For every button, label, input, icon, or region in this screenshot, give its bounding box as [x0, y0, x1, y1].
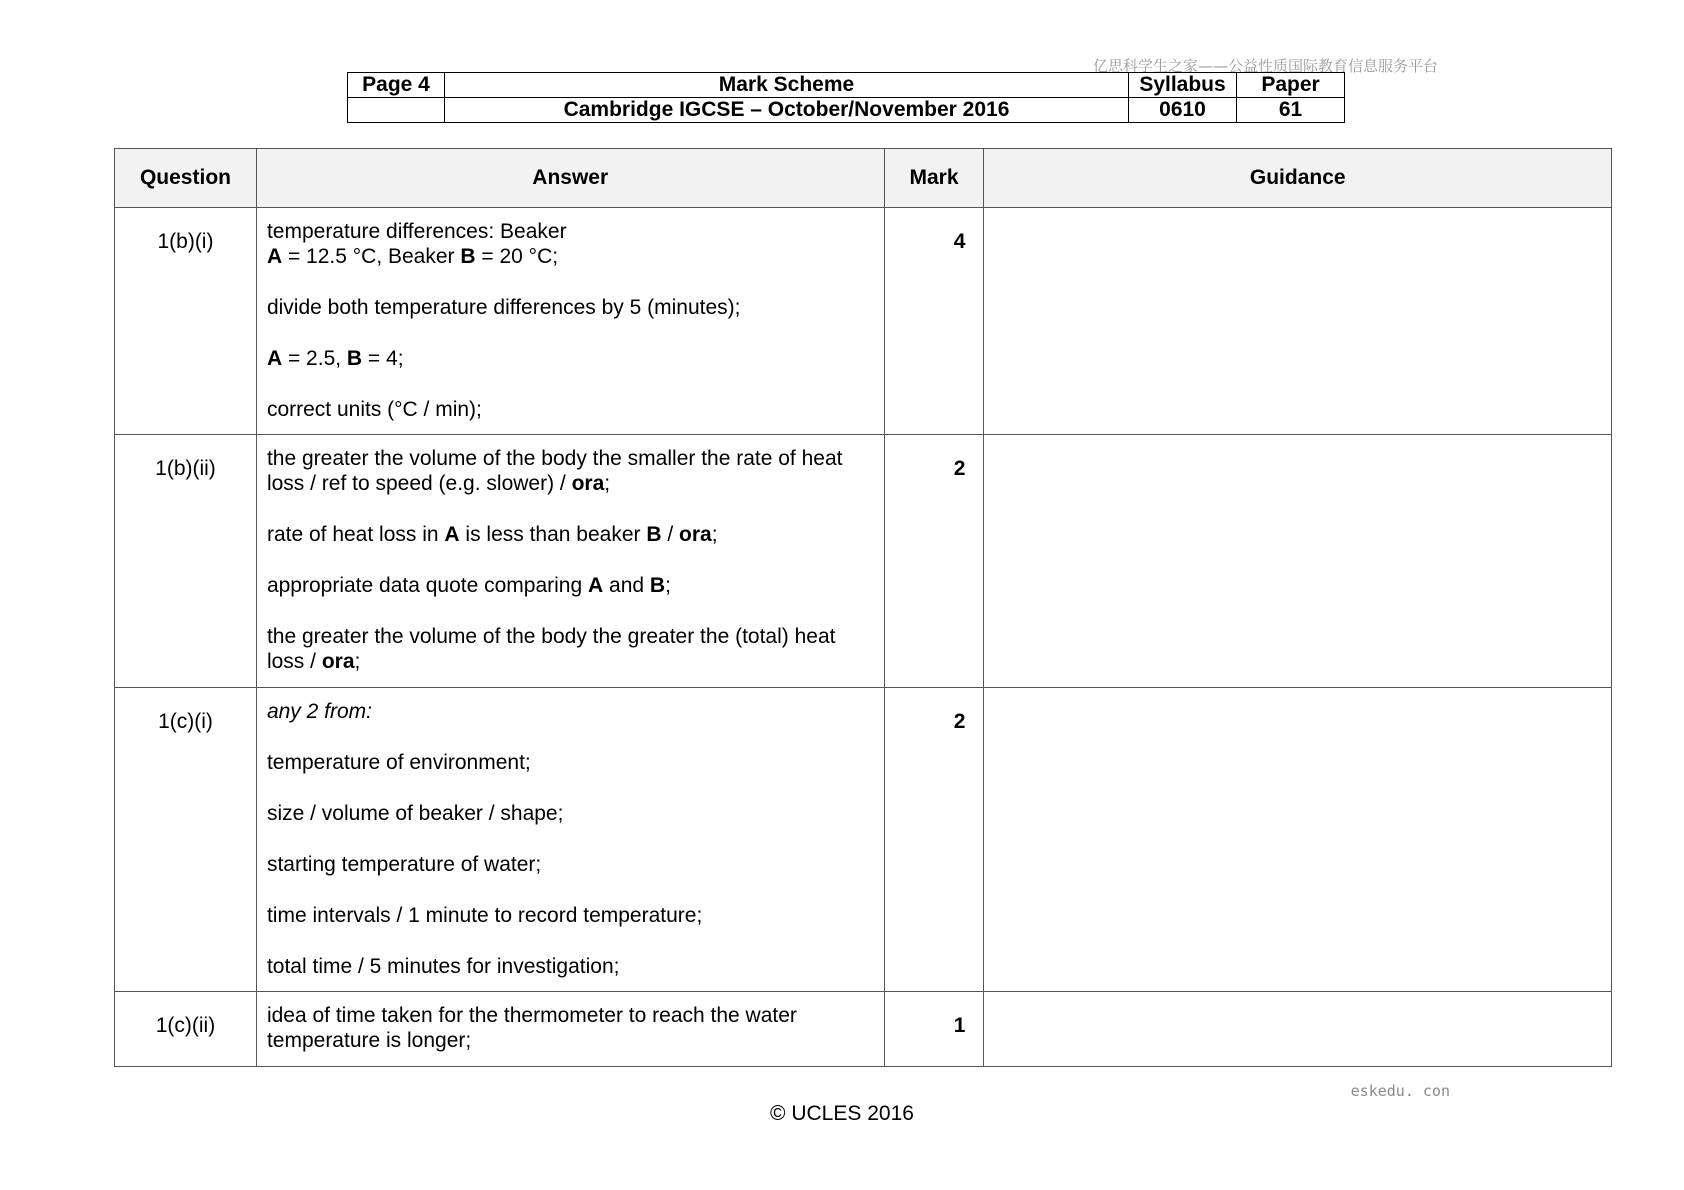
table-row	[115, 992, 1612, 1067]
answer-text: the greater the volume of the body the smaller the rate of heat loss / ref to speed (e.g. slower) /	[266, 447, 843, 495]
answer-cell	[256, 435, 884, 688]
answer-line	[267, 750, 872, 775]
answer-line	[267, 699, 872, 724]
answer-cell	[256, 992, 884, 1067]
answer-text: /	[661, 523, 680, 546]
answer-text: correct units (°C / min);	[266, 398, 482, 421]
header-page: Page 4	[348, 73, 445, 98]
answer-text: time intervals / 1 minute to record temperature;	[266, 904, 703, 927]
header-paper-label: Paper	[1237, 73, 1345, 98]
answer-line	[267, 397, 872, 422]
answer-line	[267, 801, 872, 826]
guidance-cell	[984, 435, 1612, 688]
answer-line	[267, 1003, 872, 1053]
answer-text: appropriate data quote comparing	[266, 574, 589, 597]
answer-text: starting temperature of water;	[266, 853, 542, 876]
header-syllabus-code: 0610	[1129, 98, 1237, 123]
answer-line	[267, 346, 872, 371]
site-watermark: eskedu. con	[1350, 1082, 1450, 1100]
column-header-answer: Answer	[256, 149, 884, 208]
answer-cell	[256, 208, 884, 435]
answer-line	[267, 295, 872, 320]
header-table	[347, 72, 1345, 123]
column-header-mark: Mark	[884, 149, 984, 208]
table-row	[115, 208, 1612, 435]
mark-scheme-table	[114, 148, 1612, 1067]
header-syllabus-label: Syllabus	[1129, 73, 1237, 98]
answer-line	[267, 522, 872, 547]
guidance-cell	[984, 208, 1612, 435]
answer-line	[267, 954, 872, 979]
question-number: 1(b)(ii)	[115, 435, 257, 688]
answer-text: rate of heat loss in	[266, 523, 445, 546]
answer-text: = 20 °C;	[475, 245, 559, 268]
answer-text: B	[646, 523, 662, 546]
answer-text: idea of time taken for the thermometer to reach the water temperature is longer;	[266, 1004, 797, 1052]
answer-text: B	[649, 574, 666, 597]
answer-line	[267, 852, 872, 877]
answer-text: is less than beaker	[459, 523, 647, 546]
guidance-cell	[984, 992, 1612, 1067]
header-exam: Cambridge IGCSE – October/November 2016	[445, 98, 1129, 123]
mark-value: 2	[884, 688, 984, 992]
copyright-footer: © UCLES 2016	[770, 1102, 914, 1125]
header-blank	[348, 98, 445, 123]
mark-value: 1	[884, 992, 984, 1067]
answer-line	[267, 446, 872, 496]
answer-text: A	[588, 574, 604, 597]
answer-line	[267, 903, 872, 928]
answer-cell	[256, 688, 884, 992]
mark-value: 4	[884, 208, 984, 435]
answer-line	[267, 573, 872, 598]
question-number: 1(c)(ii)	[115, 992, 257, 1067]
answer-text: ;	[711, 523, 718, 546]
table-row	[115, 688, 1612, 992]
answer-text: = 12.5 °C, Beaker	[282, 245, 461, 268]
answer-text: ;	[665, 574, 671, 597]
watermark-text: 亿思科学生之家——公益性质国际教育信息服务平台	[1092, 57, 1438, 75]
answer-text: A	[444, 523, 460, 546]
answer-text: ora	[679, 523, 712, 546]
answer-text: A	[266, 347, 283, 370]
header-title: Mark Scheme	[445, 73, 1129, 98]
question-number: 1(b)(i)	[115, 208, 257, 435]
answer-text: temperature of environment;	[266, 751, 531, 774]
answer-text: temperature differences: Beaker	[266, 220, 567, 243]
answer-line	[267, 219, 872, 269]
answer-text: ora	[571, 472, 605, 495]
answer-text: ;	[354, 650, 361, 673]
header-paper-number: 61	[1237, 98, 1345, 123]
answer-text: B	[460, 245, 476, 268]
mark-value: 2	[884, 435, 984, 688]
question-number: 1(c)(i)	[115, 688, 257, 992]
answer-text: = 4;	[362, 347, 404, 370]
answer-text: = 2.5,	[282, 347, 347, 370]
guidance-cell	[984, 688, 1612, 992]
answer-text: divide both temperature differences by 5 (minutes);	[266, 296, 741, 319]
answer-text: the greater the volume of the body the greater the (total) heat loss /	[266, 625, 836, 673]
answer-text: B	[346, 347, 363, 370]
column-header-guidance: Guidance	[984, 149, 1612, 208]
answer-line	[267, 624, 872, 674]
answer-text: A	[266, 245, 283, 268]
answer-text: and	[603, 574, 650, 597]
table-row	[115, 435, 1612, 688]
answer-text: size / volume of beaker / shape;	[266, 802, 564, 825]
answer-text: total time / 5 minutes for investigation;	[266, 955, 620, 978]
column-header-question: Question	[115, 149, 257, 208]
answer-text: ora	[321, 650, 355, 673]
answer-text: any 2 from:	[266, 700, 372, 723]
answer-text: ;	[604, 472, 611, 495]
